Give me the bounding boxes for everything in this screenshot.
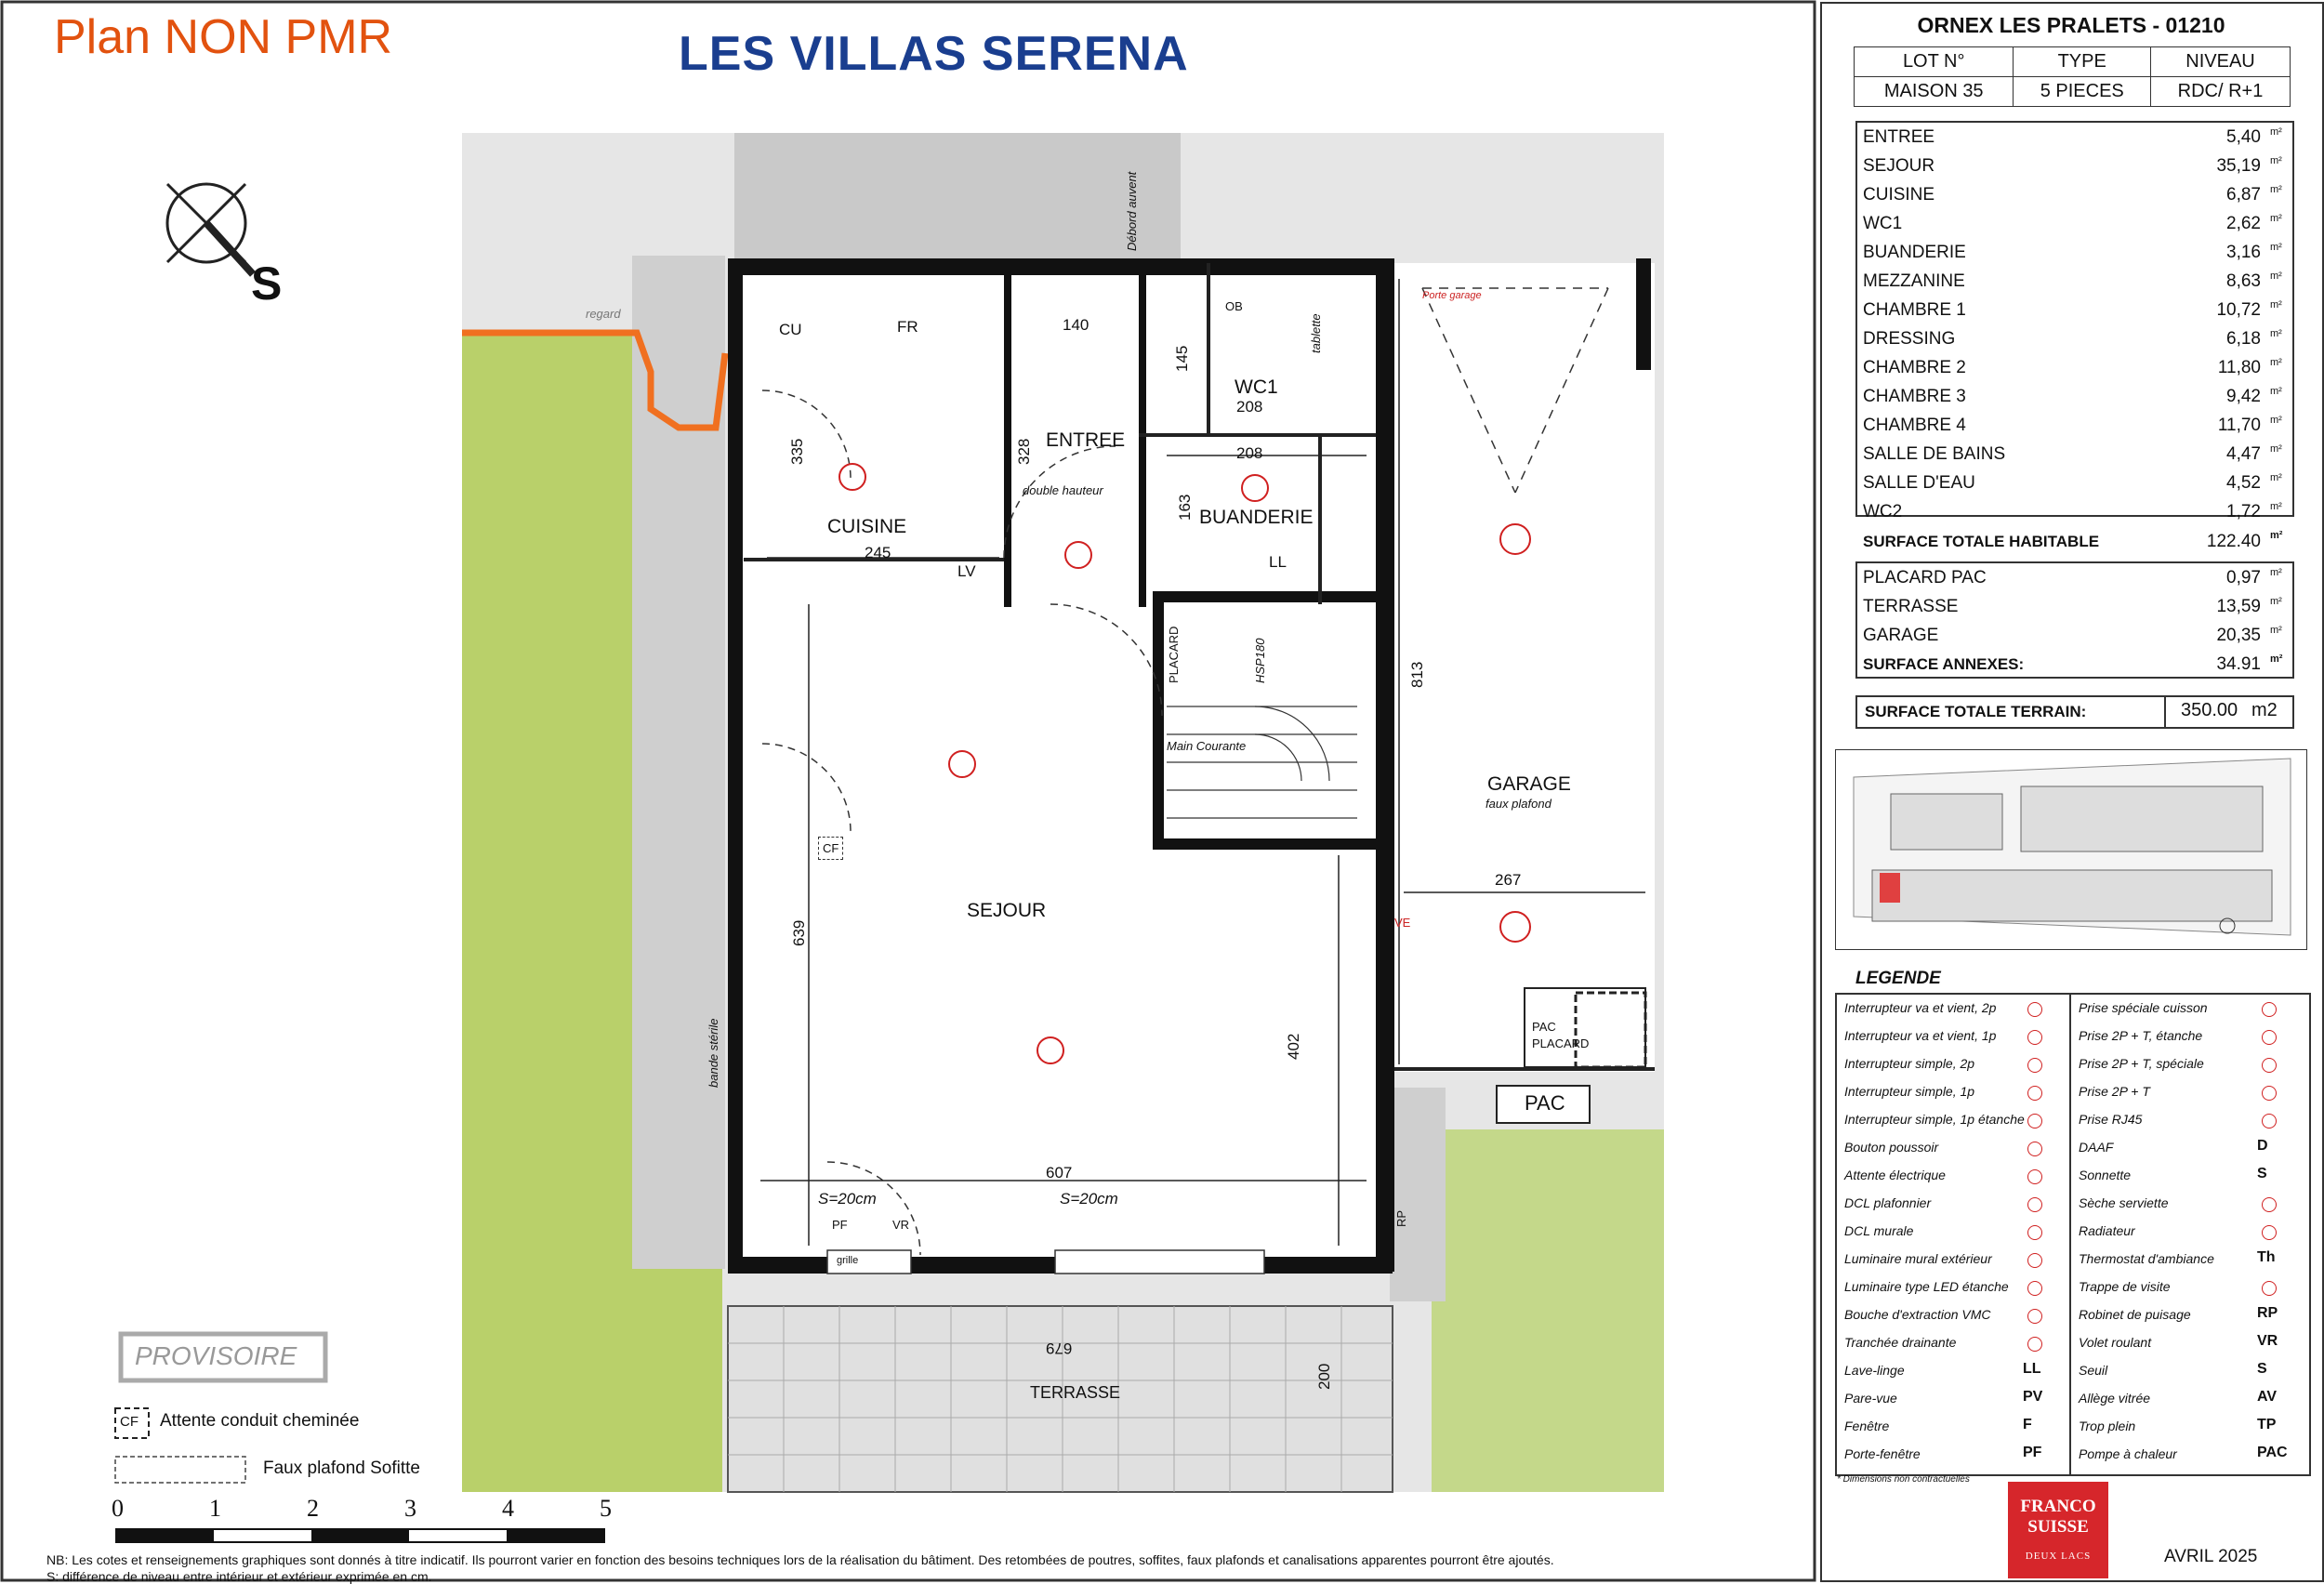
legend-symbol-icon (2262, 1169, 2275, 1182)
total-annexes-unit: m² (2270, 653, 2283, 665)
legend-symbol-icon (2262, 1337, 2275, 1350)
legend-item: Sèche serviette (2079, 1195, 2169, 1210)
room-area: 3,16 (2226, 242, 2261, 262)
key-cf-code: CF (120, 1414, 139, 1430)
legend-symbol-icon (2027, 1420, 2040, 1433)
legend-item: Pare-vue (1844, 1391, 1897, 1406)
room-name: CUISINE (1863, 184, 1935, 205)
room-area: 10,72 (2216, 299, 2261, 320)
lawn-right (1432, 1129, 1664, 1492)
legend-footnote: * Dimensions non contractuelles (1837, 1474, 1970, 1485)
legend-item: Porte-fenêtre (1844, 1446, 1921, 1461)
legend-box (1835, 969, 2311, 1476)
room-name: WC1 (1863, 213, 1903, 233)
gravel-right (1390, 1088, 1446, 1301)
room-garage: GARAGE (1487, 773, 1571, 795)
legend-item: Attente électrique (1844, 1168, 1946, 1182)
room-row (1857, 324, 2292, 353)
legend-code: LL (2023, 1361, 2041, 1377)
room-area: 4,52 (2226, 472, 2261, 493)
legend-item: Interrupteur simple, 1p (1844, 1084, 1975, 1099)
room-row (1857, 267, 2292, 296)
room-name: DRESSING (1863, 328, 1956, 349)
label-pf: PF (832, 1218, 848, 1232)
scale-0: 0 (112, 1495, 124, 1522)
total-habitable-value: 122.40 (2206, 532, 2261, 551)
room-sejour: SEJOUR (967, 900, 1047, 921)
room-name: CHAMBRE 2 (1863, 357, 1966, 377)
legend-item: Thermostat d'ambiance (2079, 1251, 2214, 1266)
date-label: AVRIL 2025 (2164, 1547, 2258, 1566)
brand-line1: FRANCO (2020, 1497, 2096, 1516)
legend-symbol-icon (2262, 1253, 2275, 1266)
scale-3: 3 (404, 1495, 416, 1522)
label-main-courante: Main Courante (1167, 739, 1247, 753)
label-double-hauteur: double hauteur (1023, 483, 1103, 497)
legend-symbol-icon (2262, 1225, 2277, 1240)
total-annexes-label: SURFACE ANNEXES: (1863, 654, 2025, 673)
legend-symbol-icon (2027, 1337, 2042, 1352)
brand-logo (2008, 1482, 2108, 1578)
room-row (1857, 209, 2292, 238)
legend-symbol-icon (2027, 1253, 2042, 1268)
room-name: SALLE DE BAINS (1863, 443, 2006, 464)
dim-145: 145 (1173, 345, 1191, 372)
label-placard: PLACARD (1167, 626, 1181, 683)
dim-335: 335 (788, 438, 806, 465)
room-terrasse: TERRASSE (1030, 1383, 1121, 1402)
room-area: 9,42 (2226, 386, 2261, 406)
legend-title: LEGENDE (1855, 969, 1941, 988)
label-pac-placard: PAC PLACARD (1532, 1020, 1590, 1050)
col-lot: LOT N° (1855, 47, 2014, 77)
legend-item: Prise spéciale cuisson (2079, 1000, 2208, 1015)
room-row (1857, 152, 2292, 180)
legend-symbol-icon (2027, 1058, 2042, 1073)
dim-267: 267 (1495, 871, 1522, 889)
dim-813: 813 (1408, 661, 1426, 688)
room-unit: m² (2270, 415, 2282, 426)
legend-symbol-icon (2262, 1002, 2277, 1017)
legend-symbol-icon (2262, 1058, 2277, 1073)
dim-679: 679 (1046, 1340, 1073, 1357)
label-debord-auvent: Débord auvent (1125, 171, 1139, 251)
label-faux-plafond: faux plafond (1486, 797, 1552, 811)
legend-item: Pompe à chaleur (2079, 1446, 2177, 1461)
legend-symbol-icon (2027, 1225, 2042, 1240)
gravel-top (734, 133, 1181, 263)
legend-item: Interrupteur simple, 2p (1844, 1056, 1975, 1071)
lot-table (1854, 46, 2291, 107)
key-sofitte-label: Faux plafond Sofitte (263, 1459, 420, 1478)
legend-item: Luminaire mural extérieur (1844, 1251, 1992, 1266)
legend-item: DCL plafonnier (1844, 1195, 1932, 1210)
legend-item: Robinet de puisage (2079, 1307, 2191, 1322)
scale-1: 1 (209, 1495, 221, 1522)
legend-item: Sonnette (2079, 1168, 2132, 1182)
legend-symbol-icon (2027, 1309, 2042, 1324)
legend-symbol-icon (2027, 1448, 2040, 1461)
room-row (1857, 411, 2292, 440)
location-title: ORNEX LES PRALETS - 01210 (1917, 13, 2225, 37)
label-vr: VR (892, 1218, 910, 1232)
legend-symbol-icon (2262, 1448, 2275, 1461)
legend-symbol-icon (2027, 1197, 2042, 1212)
label-grille: grille (837, 1255, 859, 1266)
legend-symbol-icon (2262, 1309, 2275, 1322)
legend-item: Trop plein (2079, 1419, 2136, 1433)
legend-symbol-icon (2262, 1365, 2275, 1378)
room-area: 11,80 (2217, 357, 2261, 377)
annex-area: 0,97 (2226, 567, 2261, 587)
sofitte-symbol (115, 1457, 245, 1483)
note-nb: NB: Les cotes et renseignements graphiques sont donnés à titre indicatif. Ils pourront varier en fonction des besoins techniques lors de la réalisation du bâtiment. Des retombées de poutres, soffites, faux plafonds et canalisations apparentes pourront être ajoutés. (46, 1552, 1554, 1567)
room-row (1857, 296, 2292, 324)
legend-code: RP (2257, 1305, 2278, 1321)
annex-area: 20,35 (2216, 625, 2261, 645)
scale-bar (116, 1529, 604, 1542)
label-bande-sterile: bande stérile (706, 1018, 720, 1088)
dim-639: 639 (790, 919, 808, 946)
room-name: CHAMBRE 1 (1863, 299, 1966, 320)
legend-code: PAC (2257, 1445, 2288, 1460)
legend-code: PV (2023, 1389, 2043, 1405)
legend-code: S (2257, 1166, 2267, 1181)
plan-type-label: Plan NON PMR (54, 10, 393, 64)
scale-2: 2 (307, 1495, 319, 1522)
label-porte-garage: Porte garage (1422, 290, 1482, 301)
info-panel (1818, 0, 2324, 1582)
legend-symbol-icon (2027, 1002, 2042, 1017)
dim-402: 402 (1285, 1033, 1302, 1060)
room-name: CHAMBRE 3 (1863, 386, 1966, 406)
terrain-value: 350.00 (2181, 700, 2238, 720)
room-name: WC2 (1863, 501, 1903, 521)
legend-item: Interrupteur simple, 1p étanche (1844, 1112, 2025, 1127)
legend-symbol-icon (2262, 1030, 2277, 1045)
annex-area: 13,59 (2216, 596, 2261, 616)
label-cu: CU (779, 321, 802, 338)
project-title: LES VILLAS SERENA (679, 27, 1189, 81)
legend-symbol-icon (2027, 1030, 2042, 1045)
room-row (1857, 353, 2292, 382)
legend-symbol-icon (2262, 1086, 2277, 1101)
house-interior (737, 263, 1388, 1267)
room-row (1857, 440, 2292, 469)
label-regard: regard (586, 307, 621, 321)
provisoire-stamp: PROVISOIRE (135, 1341, 297, 1370)
label-cf: CF (818, 837, 843, 860)
legend-item: Trappe de visite (2079, 1279, 2171, 1294)
room-area: 4,47 (2226, 443, 2261, 464)
room-name: SALLE D'EAU (1863, 472, 1975, 493)
legend-item: Interrupteur va et vient, 1p (1844, 1028, 1997, 1043)
val-type: 5 PIECES (2014, 77, 2151, 107)
dim-607: 607 (1046, 1164, 1073, 1181)
val-niveau: RDC/ R+1 (2151, 77, 2291, 107)
legend-symbol-icon (2027, 1114, 2042, 1129)
label-tablette: tablette (1309, 313, 1323, 353)
legend-item: Seuil (2079, 1363, 2108, 1378)
legend-item: Luminaire type LED étanche (1844, 1279, 2009, 1294)
legend-code: D (2257, 1138, 2268, 1154)
label-fr: FR (897, 318, 918, 336)
room-name: MEZZANINE (1863, 271, 1965, 291)
room-buanderie: BUANDERIE (1199, 507, 1314, 528)
room-unit: m² (2270, 155, 2282, 166)
room-row (1857, 469, 2292, 497)
svg-text:S: S (251, 257, 283, 310)
total-habitable-unit: m² (2270, 530, 2283, 541)
room-unit: m² (2270, 328, 2282, 339)
dim-208-a: 208 (1236, 398, 1263, 416)
col-type: TYPE (2014, 47, 2151, 77)
legend-item: Prise 2P + T (2079, 1084, 2150, 1099)
total-annexes-value: 34.91 (2216, 653, 2261, 674)
room-area: 8,63 (2226, 271, 2261, 291)
legend-item: Prise 2P + T, spéciale (2079, 1056, 2204, 1071)
brand-line3: DEUX LACS (2025, 1551, 2092, 1562)
room-area: 6,87 (2226, 184, 2261, 205)
note-s: S: différence de niveau entre intérieur et extérieur exprimée en cm. (46, 1569, 432, 1584)
compass-icon (167, 184, 282, 310)
val-lot: MAISON 35 (1855, 77, 2014, 107)
room-area: 5,40 (2226, 126, 2261, 147)
legend-item: Volet roulant (2079, 1335, 2152, 1350)
room-unit: m² (2270, 386, 2282, 397)
room-cuisine: CUISINE (827, 516, 907, 537)
room-unit: m² (2270, 184, 2282, 195)
legend-item: Prise 2P + T, étanche (2079, 1028, 2203, 1043)
annex-row (1857, 563, 2292, 592)
annexes-box (1855, 561, 2294, 679)
annex-row (1857, 621, 2292, 650)
room-row (1857, 123, 2292, 152)
dim-s20-a: S=20cm (818, 1190, 877, 1208)
rooms-box (1855, 121, 2294, 551)
legend-item: Lave-linge (1844, 1363, 1905, 1378)
room-unit: m² (2270, 126, 2282, 138)
annex-name: PLACARD PAC (1863, 567, 1987, 587)
legend-symbol-icon (2027, 1169, 2042, 1184)
total-habitable-label: SURFACE TOTALE HABITABLE (1863, 533, 2100, 550)
garage-interior (1394, 263, 1655, 1072)
terrain-unit: m2 (2251, 700, 2278, 720)
legend-symbol-icon (2262, 1142, 2275, 1155)
annex-name: TERRASSE (1863, 596, 1959, 616)
room-row (1857, 238, 2292, 267)
legend-item: Interrupteur va et vient, 2p (1844, 1000, 1997, 1015)
dim-200: 200 (1315, 1363, 1333, 1390)
label-ll: LL (1269, 553, 1287, 571)
room-wc1: WC1 (1235, 376, 1278, 398)
legend-symbol-icon (2262, 1420, 2275, 1433)
room-name: SEJOUR (1863, 155, 1935, 176)
legend-symbol-icon (2027, 1142, 2042, 1156)
legend-code: Th (2257, 1249, 2276, 1265)
room-area: 2,62 (2226, 213, 2261, 233)
dim-s20-b: S=20cm (1060, 1190, 1118, 1208)
terrain-box (1855, 695, 2294, 729)
room-unit: m² (2270, 472, 2282, 483)
dim-140: 140 (1063, 316, 1089, 334)
legend-item: DAAF (2079, 1140, 2114, 1155)
dim-328: 328 (1015, 438, 1033, 465)
room-unit: m² (2270, 357, 2282, 368)
dim-163: 163 (1176, 494, 1194, 521)
room-area: 35,19 (2216, 155, 2261, 176)
legend-item: Tranchée drainante (1844, 1335, 1957, 1350)
legend-item: Bouton poussoir (1844, 1140, 1939, 1155)
rooms-table (1857, 123, 2292, 558)
annex-unit: m² (2270, 567, 2282, 578)
col-niveau: NIVEAU (2151, 47, 2291, 77)
legend-code: F (2023, 1417, 2032, 1432)
room-unit: m² (2270, 299, 2282, 310)
label-ve: VE (1394, 916, 1411, 930)
legend-symbol-icon (2027, 1086, 2042, 1101)
room-area: 6,18 (2226, 328, 2261, 349)
label-rp: RP (1394, 1209, 1408, 1227)
label-ob: OB (1225, 299, 1243, 313)
annex-unit: m² (2270, 596, 2282, 607)
room-name: CHAMBRE 4 (1863, 415, 1966, 435)
legend-item: Bouche d'extraction VMC (1844, 1307, 1991, 1322)
legend-code: PF (2023, 1445, 2042, 1460)
label-hsp: HSP180 (1253, 638, 1267, 683)
room-unit: m² (2270, 213, 2282, 224)
room-name: ENTREE (1863, 126, 1935, 147)
legend-code: TP (2257, 1417, 2277, 1432)
legend-symbol-icon (2027, 1393, 2040, 1406)
room-unit: m² (2270, 242, 2282, 253)
room-area: 1,72 (2226, 501, 2261, 521)
legend-code: S (2257, 1361, 2267, 1377)
dim-245: 245 (865, 544, 891, 561)
label-pac: PAC (1525, 1091, 1565, 1115)
room-area: 11,70 (2217, 415, 2261, 435)
legend-symbol-icon (2262, 1281, 2277, 1296)
legend-item: Allège vitrée (2079, 1391, 2151, 1406)
room-row (1857, 382, 2292, 411)
room-row (1857, 180, 2292, 209)
scale-5: 5 (600, 1495, 612, 1522)
key-cf-label: Attente conduit cheminée (160, 1411, 360, 1431)
gravel-left (632, 256, 725, 1269)
room-unit: m² (2270, 501, 2282, 512)
legend-item: Fenêtre (1844, 1419, 1890, 1433)
annexes-table (1857, 563, 2292, 679)
room-row (1857, 497, 2292, 526)
legend-item: Radiateur (2079, 1223, 2135, 1238)
label-lv: LV (957, 562, 976, 580)
legend-code: AV (2257, 1389, 2278, 1405)
legend-symbol-icon (2027, 1365, 2040, 1378)
brand-line2: SUISSE (2027, 1517, 2089, 1537)
room-entree: ENTREE (1046, 429, 1126, 451)
dim-208-b: 208 (1236, 444, 1263, 462)
annex-row (1857, 592, 2292, 621)
legend-item: Prise RJ45 (2079, 1112, 2143, 1127)
terrain-label: SURFACE TOTALE TERRAIN: (1865, 703, 2087, 720)
site-map (1835, 749, 2307, 950)
legend-code: VR (2257, 1333, 2278, 1349)
legend-symbol-icon (2262, 1393, 2275, 1406)
legend-symbol-icon (2262, 1197, 2277, 1212)
room-unit: m² (2270, 271, 2282, 282)
annex-name: GARAGE (1863, 625, 1939, 645)
room-unit: m² (2270, 443, 2282, 455)
legend-symbol-icon (2262, 1114, 2277, 1129)
legend-item: DCL murale (1844, 1223, 1914, 1238)
annex-unit: m² (2270, 625, 2282, 636)
scale-4: 4 (502, 1495, 514, 1522)
legend-symbol-icon (2027, 1281, 2042, 1296)
room-name: BUANDERIE (1863, 242, 1966, 262)
